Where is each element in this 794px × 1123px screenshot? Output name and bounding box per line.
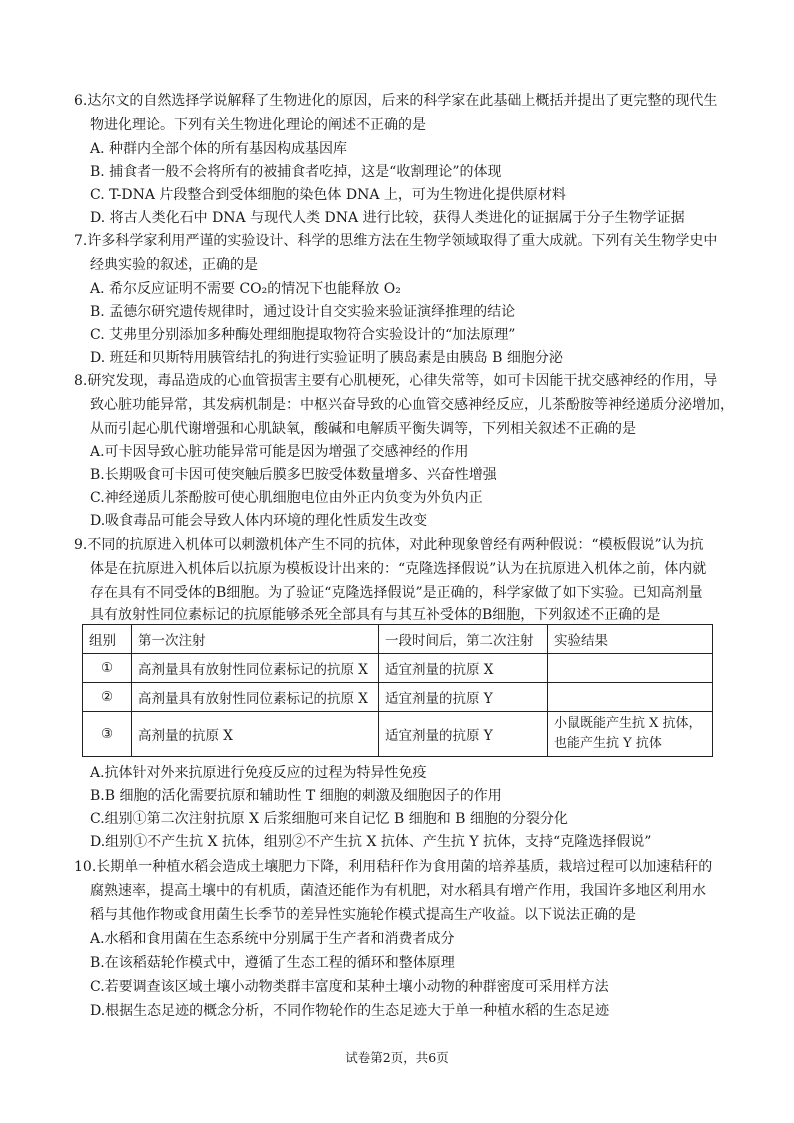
q10-option-c: C.若要调查该区域土壤小动物类群丰富度和某种土壤小动物的种群密度可采用样方法 [90,979,609,995]
q9-option-a: A.抗体针对外来抗原进行免疫反应的过程为特异性免疫 [90,765,427,781]
table-header-row [83,625,713,654]
q10-option-a: A.水稻和食用菌在生态系统中分别属于生产者和消费者成分 [90,931,455,947]
page-footer: 试卷第2页，共6页 [345,1050,449,1065]
q6-option-d: D. 将古人类化石中 DNA 与现代人类 DNA 进行比较，获得人类进化的证据属于分子生物学证据 [90,210,685,226]
q6-option-b: B. 捕食者一般不会将所有的被捕食者吃掉，这是“收割理论”的体现 [90,164,502,180]
q8-stem-line-3: 从而引起心肌代谢增强和心肌缺氧，酸碱和电解质平衡失调等，下列相关叙述不正确的是 [90,421,636,437]
q6-option-c: C. T-DNA 片段整合到受体细胞的染色体 DNA 上，可为生物进化提供原材料 [90,187,566,203]
q10-stem-line-2: 腐熟速率，提高土壤中的有机质，菌渣还能作为有机肥，对水稻具有增产作用，我国许多地区利用水 [90,883,706,899]
q8-stem-line-2: 致心脏功能异常，其发病机制是：中枢兴奋导致的心血管交感神经反应，儿茶酚胺等神经递质分泌增加， [90,397,734,413]
q6-stem-line-1: 6.达尔文的自然选择学说解释了生物进化的原因，后来的科学家在此基础上概括并提出了更完整的现代生 [74,93,718,109]
q7-option-d: D. 班廷和贝斯特用胰管结扎的狗进行实验证明了胰岛素是由胰岛 B 细胞分泌 [90,350,563,366]
table-cell: 高剂量的抗原 X [132,712,379,757]
q10-option-b: B.在该稻菇轮作模式中，遵循了生态工程的循环和整体原理 [90,955,455,971]
q8-stem-line-1: 8.研究发现，毒品造成的心血管损害主要有心肌梗死，心律失常等，如可卡因能干扰交感神经的作用，导 [74,373,718,389]
q6-stem-line-2: 物进化理论。下列有关生物进化理论的阐述不正确的是 [90,117,426,133]
q9-option-c: C.组别①第二次注射抗原 X 后浆细胞可来自记忆 B 细胞和 B 细胞的分裂分化 [90,811,568,827]
q9-stem-line-3: 存在具有不同受体的B细胞。为了验证“克隆选择假说”是正确的，科学家做了如下实验。已知高剂量 [90,585,703,601]
q8-option-d: D.吸食毒品可能会导致人体内环境的理化性质发生改变 [90,513,428,529]
q9-stem-line-2: 体是在抗原进入机体后以抗原为模板设计出来的：“克隆选择假说”认为在抗原进入机体之前，体内就 [90,561,707,577]
q7-option-a: A. 希尔反应证明不需要 CO₂的情况下也能释放 O₂ [90,281,401,297]
q9-stem-line-1: 9.不同的抗原进入机体可以刺激机体产生不同的抗体，对此种现象曾经有两种假说：“模板假说”认为抗 [74,537,704,553]
q10-option-d: D.根据生态足迹的概念分析，不同作物轮作的生态足迹大于单一种植水稻的生态足迹 [90,1003,610,1019]
table-cell: ② [83,683,132,712]
table-cell: ③ [83,712,132,757]
table-cell: 适宜剂量的抗原 Y [379,683,548,712]
table-cell [548,654,713,683]
table-row [83,654,713,683]
table-row [83,683,713,712]
q8-option-a: A.可卡因导致心脏功能异常可能是因为增强了交感神经的作用 [90,444,469,460]
table-header-cell: 第一次注射 [132,625,379,654]
table-cell: 小鼠既能产生抗 X 抗体，也能产生抗 Y 抗体 [548,712,713,757]
table-header-cell: 一段时间后，第二次注射 [379,625,548,654]
table-header-cell: 组别 [83,625,132,654]
table-row [83,712,713,757]
q7-option-c: C. 艾弗里分别添加多种酶处理细胞提取物符合实验设计的“加法原理” [90,327,516,343]
q8-option-b: B.长期吸食可卡因可使突触后膜多巴胺受体数量增多、兴奋性增强 [90,467,497,483]
q6-option-a: A. 种群内全部个体的所有基因构成基因库 [90,141,348,157]
table-header-cell: 实验结果 [548,625,713,654]
table-cell: ① [83,654,132,683]
q7-stem-line-2: 经典实验的叙述，正确的是 [90,257,258,273]
q9-option-b: B.B 细胞的活化需要抗原和辅助性 T 细胞的刺激及细胞因子的作用 [90,788,502,804]
table-cell [548,683,713,712]
q7-option-b: B. 孟德尔研究遗传规律时，通过设计自交实验来验证演绎推理的结论 [90,304,516,320]
table-cell: 适宜剂量的抗原 Y [379,712,548,757]
q7-stem-line-1: 7.许多科学家利用严谨的实验设计、科学的思维方法在生物学领域取得了重大成就。下列有关生物学史中 [74,233,718,249]
experiment-table [82,624,713,757]
q10-stem-line-1: 10.长期单一种植水稻会造成土壤肥力下降，利用秸秆作为食用菌的培养基质，栽培过程可以加速秸秆的 [74,859,713,875]
q9-stem-line-4: 具有放射性同位素标记的抗原能够杀死全部具有与其互补受体的B细胞，下列叙述不正确的是 [90,607,661,623]
table-cell: 高剂量具有放射性同位素标记的抗原 X [132,683,379,712]
table-cell: 高剂量具有放射性同位素标记的抗原 X [132,654,379,683]
table-cell: 适宜剂量的抗原 X [379,654,548,683]
q10-stem-line-3: 稻与其他作物或食用菌生长季节的差异性实施轮作模式提高生产收益。以下说法正确的是 [90,907,636,923]
q9-option-d: D.组别①不产生抗 X 抗体，组别②不产生抗 X 抗体、产生抗 Y 抗体，支持“克隆选择假说” [90,834,652,850]
q8-option-c: C.神经递质儿茶酚胺可使心肌细胞电位由外正内负变为外负内正 [90,490,483,506]
